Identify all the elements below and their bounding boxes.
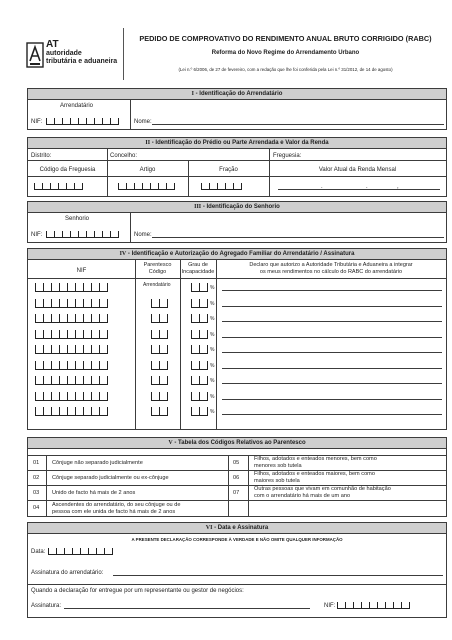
incapacidade-header-2: Incapacidade bbox=[181, 269, 215, 275]
code-05: 05 bbox=[233, 460, 240, 466]
divider bbox=[248, 455, 249, 517]
agregado-row bbox=[28, 295, 446, 311]
divider bbox=[28, 470, 446, 471]
code-05-desc-1: Filhos, adotados e enteados menores, bem como bbox=[254, 456, 377, 462]
divider bbox=[28, 584, 446, 585]
arrendatario-nome-input[interactable] bbox=[152, 124, 444, 125]
code-07-desc-2: com o arrendatário há mais de um ano bbox=[254, 493, 351, 499]
member-incapacidade-input[interactable] bbox=[191, 376, 208, 385]
percent-sign: % bbox=[210, 362, 215, 369]
arrendatario-label: Arrendatário bbox=[60, 103, 94, 109]
member-parentesco-input[interactable] bbox=[151, 330, 168, 339]
member-incapacidade-input[interactable] bbox=[191, 345, 208, 354]
section-6-number: VI bbox=[205, 525, 213, 531]
divider bbox=[130, 212, 131, 242]
section-6-header bbox=[28, 523, 446, 534]
section-5-header bbox=[28, 438, 446, 449]
section-1-header bbox=[28, 89, 446, 100]
percent-sign: % bbox=[210, 300, 215, 307]
member-nif-input[interactable] bbox=[35, 299, 108, 308]
agregado-row bbox=[28, 372, 446, 388]
section-3-header bbox=[28, 202, 446, 213]
code-04: 04 bbox=[33, 505, 40, 511]
member-incapacidade-input[interactable] bbox=[191, 407, 208, 416]
section-5-number: V bbox=[168, 440, 173, 446]
fracao-input[interactable] bbox=[201, 183, 242, 190]
declaration-header-2: os meus rendimentos no cálculo do RABC do arrendatário bbox=[259, 269, 403, 275]
decimal-separator: , bbox=[397, 184, 399, 190]
nif-label: NIF: bbox=[31, 232, 43, 238]
member-signature-input[interactable] bbox=[222, 368, 442, 369]
thousands-separator-2: . bbox=[366, 184, 368, 190]
member-incapacidade-input[interactable] bbox=[191, 299, 208, 308]
agregado-row bbox=[28, 388, 446, 404]
distrito-label: Distrito: bbox=[31, 153, 52, 159]
assinatura-arrendatario-input[interactable] bbox=[113, 575, 443, 576]
nif-label: NIF: bbox=[31, 119, 43, 125]
member-nif-input[interactable] bbox=[35, 314, 108, 323]
agregado-row bbox=[28, 357, 446, 373]
code-06: 06 bbox=[233, 475, 240, 481]
member-nif-input[interactable] bbox=[35, 283, 108, 292]
assinatura-representante-input[interactable] bbox=[64, 608, 310, 609]
parentesco-header-2: Código bbox=[148, 269, 167, 275]
member-signature-input[interactable] bbox=[222, 290, 442, 291]
senhorio-nome-input[interactable] bbox=[152, 237, 444, 238]
code-06-desc-2: maiores sob tutela bbox=[254, 478, 300, 484]
member-incapacidade-input[interactable] bbox=[191, 283, 208, 292]
arrendatario-nif-input[interactable] bbox=[46, 118, 119, 125]
senhorio-nif-input[interactable] bbox=[46, 231, 119, 238]
member-signature-input[interactable] bbox=[222, 414, 442, 415]
member-incapacidade-input[interactable] bbox=[191, 392, 208, 401]
member-signature-input[interactable] bbox=[222, 306, 442, 307]
member-signature-input[interactable] bbox=[222, 352, 442, 353]
member-nif-input[interactable] bbox=[35, 361, 108, 370]
divider bbox=[130, 99, 131, 129]
code-02: 02 bbox=[33, 475, 40, 481]
form-subtitle: Reforma do Novo Regime do Arrendamento Urbano bbox=[211, 50, 360, 56]
member-nif-input[interactable] bbox=[35, 392, 108, 401]
artigo-label: Artigo bbox=[139, 167, 156, 173]
code-01-desc: Cônjuge não separado judicialmente bbox=[52, 460, 143, 466]
section-2-number: II bbox=[145, 140, 151, 146]
section-6-title: - Data e Assinatura bbox=[214, 525, 269, 531]
section-arrendatario bbox=[27, 88, 447, 130]
representante-nif-input[interactable] bbox=[337, 602, 410, 609]
code-04-desc-1: Ascendentes do arrendatário, do seu cônjuge ou de bbox=[52, 502, 181, 508]
logo-at-text: AT bbox=[46, 39, 59, 50]
member-signature-input[interactable] bbox=[222, 321, 442, 322]
member-parentesco-input[interactable] bbox=[151, 376, 168, 385]
member-parentesco-input[interactable] bbox=[151, 392, 168, 401]
percent-sign: % bbox=[210, 331, 215, 338]
header-box bbox=[123, 28, 447, 80]
divider bbox=[269, 160, 270, 196]
nome-label: Nome: bbox=[134, 119, 152, 125]
logo-line-2: tributária e aduaneira bbox=[46, 58, 118, 65]
data-label: Data: bbox=[31, 549, 46, 555]
fracao-label: Fração bbox=[219, 167, 238, 173]
percent-sign: % bbox=[210, 378, 215, 384]
divider bbox=[107, 160, 108, 196]
agregado-row bbox=[28, 279, 446, 295]
member-signature-input[interactable] bbox=[222, 399, 442, 400]
member-nif-input[interactable] bbox=[35, 330, 108, 339]
agregado-row bbox=[28, 341, 446, 357]
percent-sign: % bbox=[210, 409, 215, 415]
divider bbox=[269, 148, 270, 160]
agregado-row bbox=[28, 326, 446, 342]
code-07: 07 bbox=[233, 490, 240, 496]
artigo-input[interactable] bbox=[118, 183, 175, 190]
member-incapacidade-input[interactable] bbox=[191, 361, 208, 370]
assinatura-arrendatario-label: Assinatura do arrendatário: bbox=[31, 570, 104, 576]
section-4-number: IV bbox=[119, 251, 127, 257]
section-codigos bbox=[27, 437, 447, 517]
agregado-row bbox=[28, 403, 446, 419]
code-03-desc: Unido de facto há mais de 2 anos bbox=[52, 490, 136, 496]
declaration-statement: A PRESENTE DECLARAÇÃO CORRESPONDE À VERDADE E NÃO OMITE QUALQUER INFORMAÇÃO bbox=[131, 537, 343, 542]
divider bbox=[28, 455, 446, 456]
section-1-number: I bbox=[191, 91, 194, 97]
divider bbox=[28, 176, 446, 177]
nome-label: Nome: bbox=[134, 232, 152, 238]
code-05-desc-2: menores sob tutela bbox=[254, 463, 302, 469]
member-parentesco-input[interactable] bbox=[151, 314, 168, 323]
divider bbox=[28, 160, 446, 161]
percent-sign: % bbox=[210, 316, 215, 322]
section-2-title: - Identificação do Prédio ou Parte Arrendada e Valor da Renda bbox=[151, 140, 329, 146]
section-5-title: - Tabela dos Códigos Relativos ao Parentesco bbox=[174, 440, 306, 446]
code-02-desc: Cônjuge separado judicialmente ou ex-cônjuge bbox=[52, 475, 169, 481]
section-senhorio bbox=[27, 201, 447, 243]
code-06-desc-1: Filhos, adotados e enteados maiores, bem como bbox=[254, 471, 375, 477]
section-1-title: - Identificação do Arrendatário bbox=[195, 91, 283, 97]
valor-renda-label: Valor Atual da Renda Mensal bbox=[318, 167, 397, 173]
agregado-row bbox=[28, 310, 446, 326]
form-title: PEDIDO DE COMPROVATIVO DO RENDIMENTO ANUAL BRUTO CORRIGIDO (RABC) bbox=[139, 34, 432, 43]
divider bbox=[28, 500, 446, 501]
code-04-desc-2: pessoa com ele unida de facto há mais de 2 anos bbox=[52, 509, 176, 515]
divider bbox=[228, 455, 229, 517]
code-01: 01 bbox=[33, 460, 40, 466]
nif-label: NIF: bbox=[324, 603, 336, 609]
declaration-header-1: Declaro que autorizo a Autoridade Tributária e Aduaneira a integrar bbox=[249, 262, 413, 268]
concelho-label: Concelho: bbox=[110, 153, 138, 159]
member-nif-input[interactable] bbox=[35, 376, 108, 385]
code-07-desc-1: Outras pessoas que vivam em comunhão de habitação bbox=[254, 486, 391, 492]
section-2-header bbox=[28, 138, 446, 149]
percent-sign: % bbox=[210, 285, 215, 291]
section-3-title: - Identificação do Senhorio bbox=[202, 204, 280, 210]
member-incapacidade-input[interactable] bbox=[191, 314, 208, 323]
member-parentesco-input[interactable] bbox=[151, 299, 168, 308]
member-nif-input[interactable] bbox=[35, 407, 108, 416]
section-4-header bbox=[28, 249, 446, 260]
codigo-freguesia-label: Código da Freguesia bbox=[39, 167, 96, 173]
thousands-separator-1: . bbox=[321, 184, 323, 190]
law-reference: (Lei n.º 6/2006, de 27 de fevereiro, com a redação que lhe foi conferida pela Lei n.º 31/2012, de 14 de agosto) bbox=[178, 67, 393, 72]
assinatura-label: Assinatura: bbox=[31, 603, 62, 609]
data-input[interactable] bbox=[48, 548, 113, 555]
incapacidade-header-1: Grau de bbox=[188, 262, 208, 268]
parentesco-header-1: Parentesco bbox=[143, 262, 172, 268]
freguesia-label: Freguesia: bbox=[273, 153, 302, 159]
section-data-assinatura bbox=[27, 522, 447, 618]
first-row-code-label: Arrendatário bbox=[143, 282, 171, 288]
senhorio-label: Senhorio bbox=[65, 216, 90, 222]
at-emblem-icon bbox=[26, 42, 44, 68]
divider bbox=[188, 160, 189, 196]
percent-sign: % bbox=[210, 347, 215, 353]
codigo-freguesia-input[interactable] bbox=[34, 183, 83, 190]
valor-renda-input[interactable] bbox=[278, 189, 440, 190]
section-agregado bbox=[27, 248, 447, 430]
percent-sign: % bbox=[210, 393, 215, 400]
member-incapacidade-input[interactable] bbox=[191, 330, 208, 339]
representante-label: Quando a declaração for entregue por um representante ou gestor de negócios: bbox=[31, 588, 244, 594]
section-3-number: III bbox=[194, 204, 202, 210]
member-parentesco-input[interactable] bbox=[151, 345, 168, 354]
member-signature-input[interactable] bbox=[222, 337, 442, 338]
divider bbox=[46, 455, 47, 517]
member-nif-input[interactable] bbox=[35, 345, 108, 354]
logo-line-1: autoridade bbox=[46, 50, 82, 57]
section-predio bbox=[27, 137, 447, 197]
section-4-title: - Identificação e Autorização do Agregado Familiar do Arrendatário / Assinatura bbox=[127, 251, 355, 257]
nif-column-header: NIF bbox=[76, 268, 87, 274]
at-logo bbox=[26, 40, 122, 72]
code-03: 03 bbox=[33, 490, 40, 496]
member-parentesco-input[interactable] bbox=[151, 407, 168, 416]
divider bbox=[107, 148, 108, 160]
member-parentesco-input[interactable] bbox=[151, 361, 168, 370]
member-signature-input[interactable] bbox=[222, 383, 442, 384]
